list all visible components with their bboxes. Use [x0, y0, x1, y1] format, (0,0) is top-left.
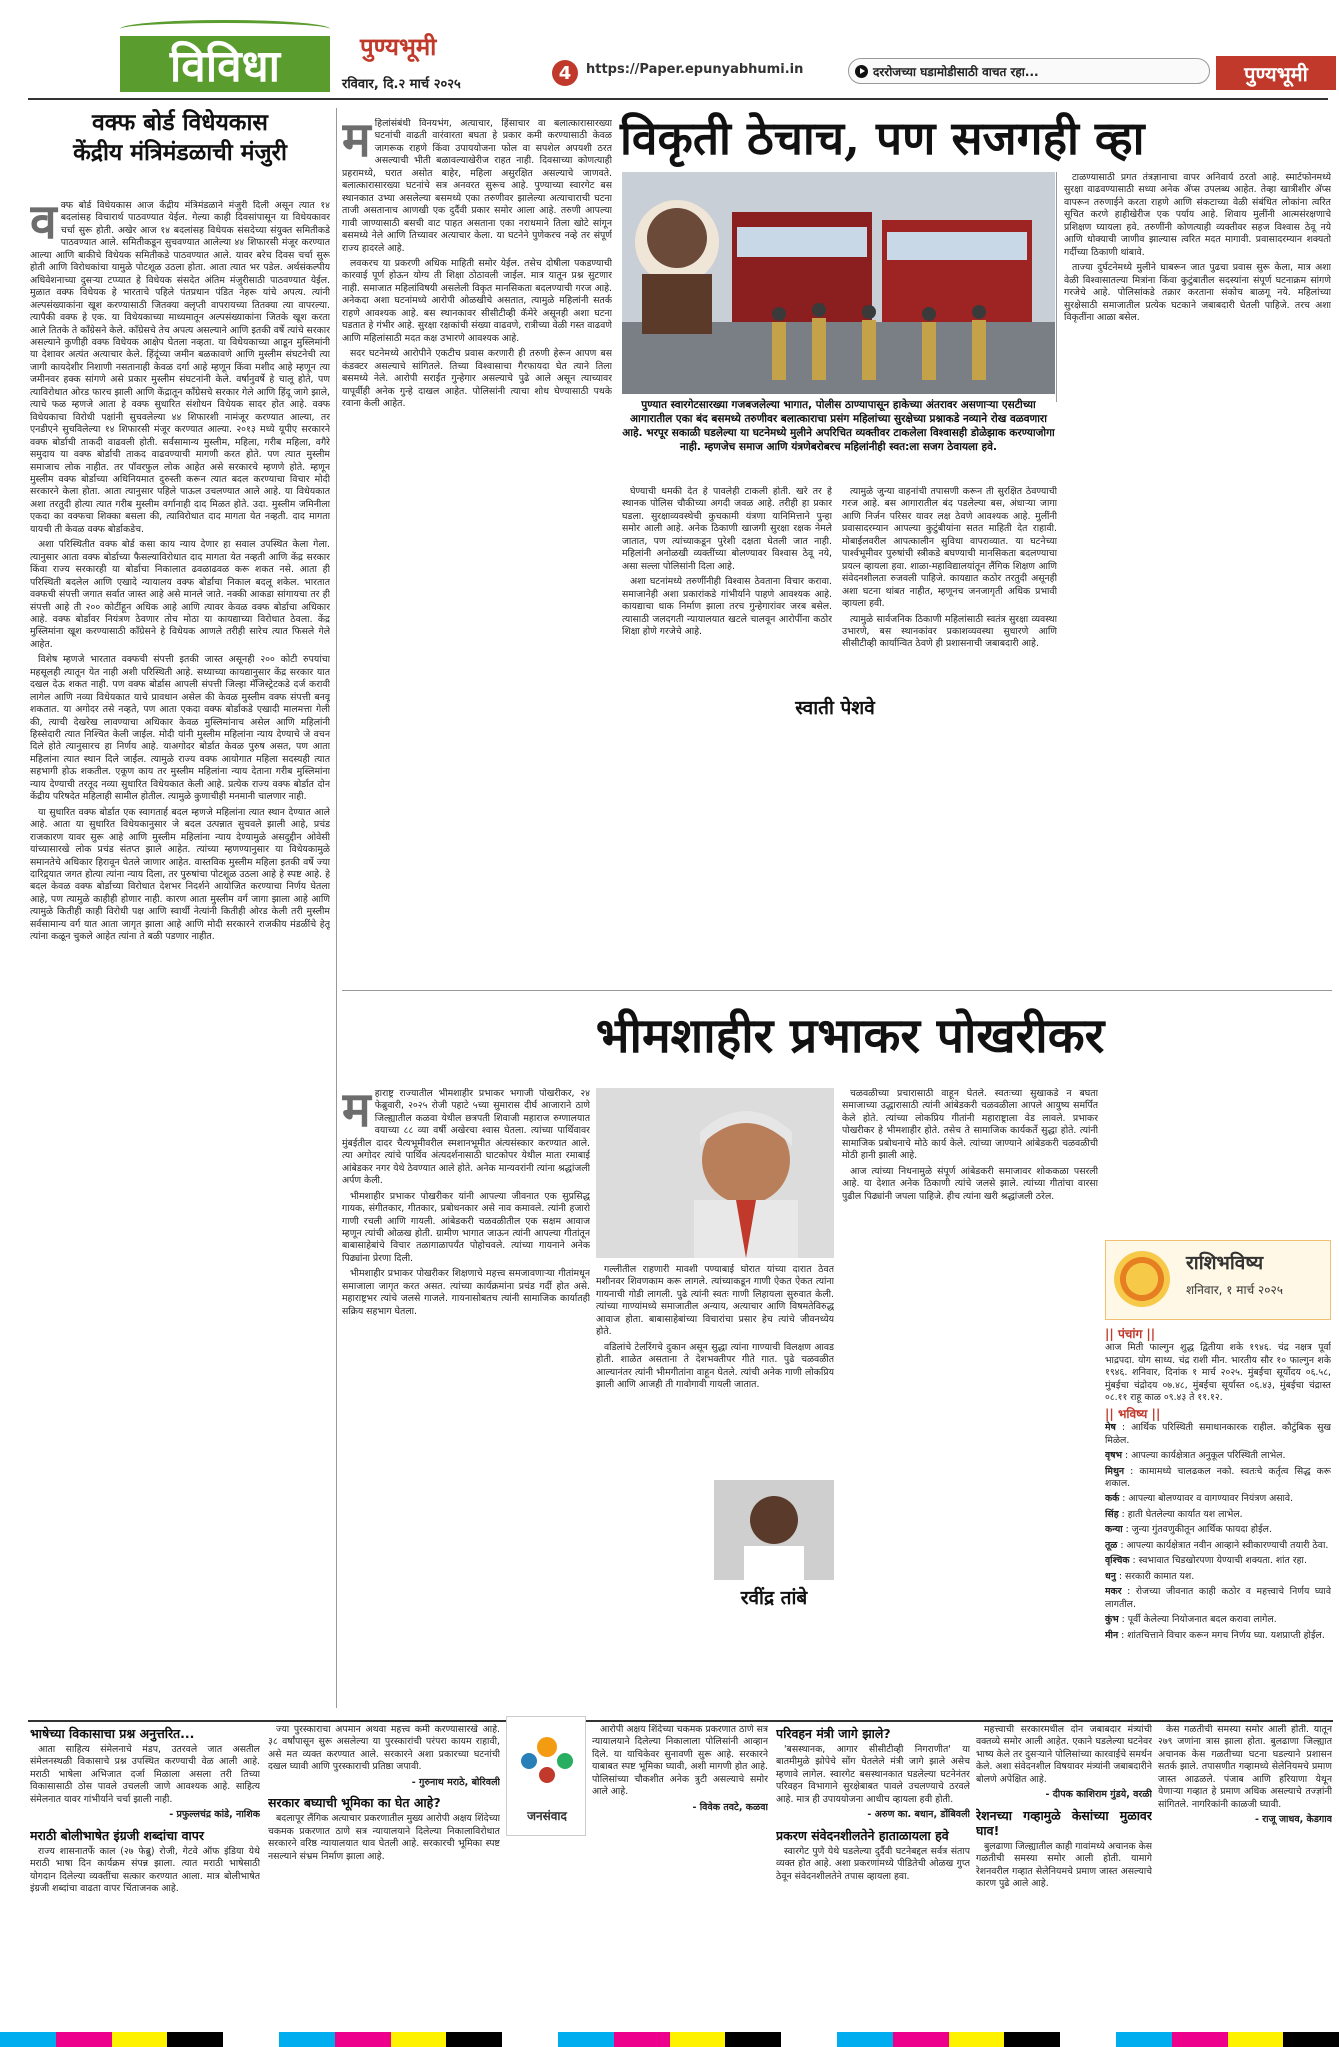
- rashi-body: [1105, 1326, 1331, 1716]
- rashi-sign: मकर: [1105, 1586, 1122, 1598]
- rashi-list: [1105, 1422, 1331, 1642]
- masthead: [0, 0, 1339, 98]
- bhim-byline: रवींद्र तांबे: [740, 1587, 808, 1609]
- rashi-item: मकर : रोजच्या जीवनात काही कठोर व महत्त्वाचे निर्णय घ्यावे लागतील.: [1105, 1586, 1331, 1610]
- rashi-title: राशिभविष्य: [1186, 1252, 1264, 1274]
- ticker-text: दररोजच्या घडामोडीसाठी वाचत रहा...: [873, 64, 1039, 79]
- brand-logo-right: पुण्यभूमी: [1216, 56, 1336, 90]
- bhim-col2: गल्लीतील राहणारी मावशी पण्याबाई घोरात यांच्या दारात ठेवत मशीनवर शिवणकाम करू लागले. त्यांच्याकडून गाणी ऐकत ऐकत त्यांना गायनाची गोडी लागली. पुढे त्यांनी स्वतः गाणी लिहायला सुरुवात केली. त्यांच्या गाण्यांमध्ये समाजातील अन्याय, अत्याचार आणि विषमतेविरुद्ध आवाज होता. बाबासाहेबांच्या विचारांचा प्रसार हेच त्यांचे जीवनध्येय होते. वडिलांचे टेलरिंगचे दुकान असून सुद्धा त्यांना गाण्याची विलक्षण आवड होती. शाळेत असताना ते देशभक्तीपर गीते गात. पुढे चळवळीत आल्यानंतर त्यांनी भीमगीतांना वाहून घेतले. त्यांची अनेक गाणी लोकप्रिय झाली आणि आजही ती गावोगावी गायली जातात.: [596, 1264, 834, 1391]
- author-photo: [714, 1480, 834, 1580]
- portrait-illustration: [596, 1088, 834, 1258]
- news-photo: [622, 172, 1055, 394]
- letters-col3: आरोपी अक्षय शिंदेच्या चकमक प्रकरणात ठाणे सत्र न्यायालयाने दिलेल्या निकालाला पोलिसांनी आव्हान दिले. या याचिकेवर सुनावणी सुरू आहे. सरकारने याबाबत स्पष्ट भूमिका घ्यावी, अशी मागणी होत आहे. पोलिसांच्या चौकशीत अनेक त्रुटी असल्याचे समोर आले आहे. - विवेक तवटे, कळवा: [592, 1724, 768, 1813]
- site-url[interactable]: https://Paper.epunyabhumi.in: [586, 62, 804, 77]
- vikruti-col4: टाळण्यासाठी प्रगत तंत्रज्ञानाचा वापर अनिवार्य ठरतो आहे. स्मार्टफोनमध्ये सुरक्षा वाढवण्यासाठी सध्या अनेक ॲप्स उपलब्ध आहेत. तेव्हा खात्रीशीर ॲप्स वापरून तरुणाईने करता राहणे आणि संकटाच्या वेळी संबंधित लोकांना त्वरित सूचित करणे हाहीखेरीज एक पर्याय आहे. शिवाय मुलींनी आत्मसंरक्षणाचे प्रशिक्षण घ्यायला हवे. तरुणींनी कोणत्याही व्यक्तीवर सहज विश्वास ठेवू नये आणि धोक्याची जाणीव झाल्यास त्वरित मदत मागावी. प्रवासादरम्यान शक्यतो गर्दीच्या ठिकाणी थांबावे. ताज्या दुर्घटनेमध्ये मुलीने घाबरून जात पुढचा प्रवास सुरू केला, मात्र अशा वेळी विश्वासातल्या मित्रांना किंवा कुटुंबातील सदस्यांना संपूर्ण घटनाक्रम सांगणे गरजेचे आहे. पोलिसांकडे तक्रार करताना संकोच बाळगू नये. महिलांच्या सुरक्षेसाठी समाजातील प्रत्येक घटकाने जबाबदारी घेतली पाहिजे. तरच अशा विकृतींना आळा बसेल.: [1064, 172, 1331, 323]
- rashi-sign: वृषभ: [1105, 1450, 1123, 1462]
- rashi-item: धनु : सरकारी कामात यश.: [1105, 1570, 1195, 1582]
- rashi-text: स्वभावात चिडखोरपणा येण्याची शक्यता. शांत रहा.: [1138, 1555, 1307, 1567]
- rashi-sign: वृश्चिक: [1105, 1555, 1130, 1567]
- rashi-item: सिंह : हाती घेतलेल्या कार्यात यश लाभेल.: [1105, 1508, 1243, 1520]
- photo-illustration: [622, 172, 1055, 394]
- vikruti-col2: घेण्याची धमकी देत हे पावलेही टाकली होती. खरे तर हे स्थानक पोलिस चौकीच्या अगदी जवळ आहे. तरीही हा प्रकार घडला. सुरक्षाव्यवस्थेची कुचकामी यंत्रणा यानिमित्ताने पुन्हा समोर आली आहे. अनेक ठिकाणी खाजगी सुरक्षा रक्षक नेमले जातात, पण त्यांच्याकडून पुरेशी दक्षता घेतली जात नाही. महिलांनी अनोळखी व्यक्तींच्या बोलण्यावर विश्वास ठेवू नये, असा सल्ला पोलिसांनी दिला आहे. अशा घटनांमध्ये तरुणींनीही विश्वास ठेवताना विचार करावा. समाजानेही अशा प्रकारांकडे गांभीर्याने पाहणे आवश्यक आहे. कायद्याचा धाक निर्माण झाला तरच गुन्हेगारांवर जरब बसेल. त्यासाठी जलदगती न्यायालयात खटले चालवून आरोपींना कठोर शिक्षा होणे गरजेचे आहे.: [622, 486, 832, 637]
- rashi-item: मीन : शांतचित्ताने विचार करून मगच निर्णय घ्या. यशप्राप्ती होईल.: [1105, 1629, 1325, 1641]
- author-illustration: [714, 1480, 834, 1580]
- rashi-item: कुंभ : पूर्वी केलेल्या नियोजनात बदल करावा लागेल.: [1105, 1614, 1277, 1626]
- letters-col5: महत्त्वाची सरकारमधील दोन जबाबदार मंत्र्यांची वक्तव्ये समोर आली आहेत. एकाने घडलेल्या घटनेवर भाष्य केले तर दुसऱ्याने पोलिसांच्या कारवाईचे समर्थन केले. अशा संवेदनशील विषयावर मंत्र्यांनी जबाबदारीने बोलणे अपेक्षित आहे. - दीपक काशिराम गुंडये, वरळी रेशनच्या गव्हामुळे केसांच्या मुळावर घाव! बुलढाणा जिल्ह्यातील काही गावांमध्ये अचानक केस गळतीची समस्या समोर आली होती. यामागे रेशनवरील गव्हात सेलेनियमचे प्रमाण जास्त असल्याचे कारण पुढे आले आहे.: [976, 1724, 1152, 1890]
- letters-col2: ज्या पुरस्काराचा अपमान अथवा महत्त्व कमी करण्यासारखे आहे. ३८ वर्षांपासून सुरू असलेल्या या पुरस्कारांची परंपरा कायम राहावी, असे मत व्यक्त करण्यात आले. सरकारने अशा प्रकारच्या घटनांची दखल घ्यावी आणि पुरस्काराची प्रतिष्ठा जपावी. - गुरुनाथ मराठे, बोरिवली सरकार बघ्याची भूमिका का घेत आहे? बदलापूर लैंगिक अत्याचार प्रकरणातील मुख्य आरोपी अक्षय शिंदेच्या चकमक प्रकरणात ठाणे सत्र न्यायालयाने दिलेल्या निकालाविरोधात सरकारने वरिष्ठ न्यायालयात धाव घेतली आहे. सरकारची भूमिका स्पष्ट नसल्याने संभ्रम निर्माण झाला आहे.: [268, 1724, 500, 1862]
- sun-icon: [1114, 1251, 1170, 1307]
- panchang-text: आज मिती फाल्गुन शुद्ध द्वितीया शके १९४६. चंद्र नक्षत्र पूर्वा भाद्रपदा. योग साध्य. चंद्र राशी मीन. भारतीय सौर १० फाल्गुन शके १९४६. शनिवार, दिनांक १ मार्च २०२५. मुंबईचा सूर्योदय ०६.५८, मुंबईचा चंद्रोदय ०७.४८, मुंबईचा सूर्यास्त ०६.४३, मुंबईचा चंद्रास्त ०८.११ राहू काळ ०९.४३ ते ११.१२.: [1105, 1342, 1331, 1404]
- rashi-item: वृश्चिक : स्वभावात चिडखोरपणा येण्याची शक्यता. शांत रहा.: [1105, 1555, 1307, 1567]
- rashi-header: [1105, 1240, 1331, 1320]
- vikruti-col3: त्यामुळे जुन्या वाहनांची तपासणी करून ती सुरक्षित ठेवण्याची गरज आहे. बस आगारातील बंद पडलेल्या बस, अंधाऱ्या जागा आणि निर्जन परिसर यावर लक्ष ठेवणे आवश्यक आहे. मुलींनी प्रवासादरम्यान आपल्या कुटुंबीयांना सतत माहिती देत राहावी. मोबाईलवरील आपत्कालीन सुविधा वापराव्यात. या घटनेच्या पार्श्वभूमीवर पुरुषांची स्त्रीकडे बघण्याची मानसिकता बदलण्याचा प्रयत्न व्हायला हवा. शाळा-महाविद्यालयांतून लैंगिक शिक्षण आणि संवेदनशीलता रुजवली पाहिजे. कायद्यात कठोर तरतुदी असूनही अशा घटना थांबत नाहीत, म्हणूनच जनजागृती अधिक प्रभावी व्हायला हवी. त्यामुळे सार्वजनिक ठिकाणी महिलांसाठी स्वतंत्र सुरक्षा व्यवस्था उभारणे, बस स्थानकांवर प्रकाशव्यवस्था सुधारणे आणि सीसीटीव्ही कार्यान्वित ठेवणे ही प्रशासनाची जबाबदारी आहे.: [842, 486, 1057, 650]
- rashi-item: कन्या : जुन्या गुंतवणुकीतून आर्थिक फायदा होईल.: [1105, 1524, 1272, 1536]
- letters-col6: केस गळतीची समस्या समोर आली होती. यातून २७९ जणांना त्रास झाला होता. बुलढाणा जिल्ह्यात अचानक केस गळतीच्या घटना घडल्याने प्रशासन सतर्क झाले. तपासणीत गव्हामध्ये सेलेनियमचे प्रमाण जास्त आढळले. पंजाब आणि हरियाणा येथून येणाऱ्या गव्हात हे प्रमाण अधिक असल्याचे तज्ज्ञांनी सांगितले. नागरिकांनी काळजी घ्यावी. - राजू जाधव, केडगाव: [1158, 1724, 1332, 1826]
- section-rule: [28, 1720, 1333, 1722]
- rashi-sign: तूळ: [1105, 1539, 1118, 1551]
- rashi-item: तूळ : आपल्या कार्यक्षेत्रात नवीन आव्हाने स्वीकारण्याची तयारी ठेवा.: [1105, 1539, 1329, 1551]
- rashi-text: जुन्या गुंतवणुकीतून आर्थिक फायदा होईल.: [1131, 1524, 1272, 1536]
- color-registration-strip: [0, 2032, 1339, 2047]
- rashi-text: आपल्या बोलण्यावर व वागण्यावर नियंत्रण असावे.: [1128, 1493, 1294, 1505]
- rashi-sign: कर्क: [1105, 1493, 1120, 1505]
- ticker-bar[interactable]: [848, 58, 1210, 84]
- rashi-sign: कन्या: [1105, 1524, 1123, 1536]
- rashi-item: कर्क : आपल्या बोलण्यावर व वागण्यावर नियंत्रण असावे.: [1105, 1493, 1294, 1505]
- waqf-drop-cap: व: [30, 200, 57, 250]
- bhim-col1: महाराष्ट्र राज्यातील भीमशाहीर प्रभाकर भगाजी पोखरीकर, २४ फेब्रुवारी, २०२५ रोजी पहाटे ५च्या सुमारास दीर्घ आजाराने ठाणे जिल्ह्यातील कळवा येथील छत्रपती शिवाजी महाराज रुग्णालयात वयाच्या ८८ व्या वर्षी अखेरचा श्वास घेतला. त्यांच्या पार्थिवावर मुंबईतील दादर चैत्यभूमीवरील स्मशानभूमीत अंत्यसंस्कार करण्यात आले. त्या अगोदर त्यांचे पार्थिव अंत्यदर्शनासाठी घाटकोपर येथील माता रमाबाई आंबेडकर नगर येथे ठेवण्यात आले होते. अनेक मान्यवरांनी त्यांना श्रद्धांजली अर्पण केली. भीमशाहीर प्रभाकर पोखरीकर यांनी आपल्या जीवनात एक सुप्रसिद्ध गायक, संगीतकार, गीतकार, प्रबोधनकार असे नाव कमावले. त्यांनी हजारो गाणी रचली आणि गायली. आंबेडकरी चळवळीतील एक सक्षम आवाज म्हणून त्यांची ओळख होती. ग्रामीण भागात जाऊन त्यांनी आपल्या गीतांतून बाबासाहेबांचे विचार तळागाळापर्यंत पोहोचवले. त्यांच्या गायनाने अनेक पिढ्यांना प्रेरणा दिली. भीमशाहीर प्रभाकर पोखरीकर शिक्षणाचे महत्त्व समजावणाऱ्या गीतांमधून समाजाला जागृत करत असत. त्यांच्या कार्यक्रमांना प्रचंड गर्दी होत असे. महाराष्ट्रभर त्यांचे जलसे गाजले. गायनासोबतच त्यांनी सामाजिक कार्यातही सक्रिय सहभाग घेतला.: [342, 1088, 590, 1317]
- jansanvad-logo: [506, 1716, 586, 1836]
- section-rule: [342, 990, 1332, 991]
- rashi-item: मिथुन : कामामध्ये चालढकल नको. स्वतःचे कर्तृत्व सिद्ध करू शकाल.: [1105, 1465, 1331, 1489]
- photo-caption: पुण्यात स्वारगेटसारख्या गजबजलेल्या भागात, पोलीस ठाण्यापासून हाकेच्या अंतरावर असणाऱ्या एसटीच्या आगारातील एका बंद बसमध्ये तरुणीवर बलात्काराचा प्रसंग महिलांच्या सुरक्षेच्या प्रश्नाकडे नव्याने रोख वळवणारा आहे. भरपूर सकाळी घडलेल्या या घटनेमध्ये मुलीने अपरिचित व्यक्तीवर टाकलेला विश्वासही डोळेझाक करण्याजोगा नाही. म्हणजेच समाज आणि यंत्रणेबरोबरच महिलांनीही स्वत:ला सजग ठेवायला हवे.: [622, 399, 1055, 453]
- rashi-text: आपल्या कार्यक्षेत्रात नवीन आव्हाने स्वीकारण्याची तयारी ठेवा.: [1126, 1539, 1329, 1551]
- letters-col1: भाषेच्या विकासाचा प्रश्न अनुत्तरित... आता साहित्य संमेलनाचे मंडप, उतरवले जात असतील संमेलनस्थळी विकासाचे प्रश्न उपस्थित करण्याची वेळ आली आहे. मराठी भाषेला अभिजात दर्जा मिळाला असला तरी तिच्या विकासासाठी ठोस पावले उचलली जाणे आवश्यक आहे. साहित्य संमेलनात यावर गांभीर्याने चर्चा झाली नाही. - प्रफुल्लचंद्र कांडे, नाशिक मराठी बोलीभाषेत इंग्रजी शब्दांचा वापर राज्य शासनातर्फे काल (२७ फेब्रु) रोजी, गेटवे ऑफ इंडिया येथे मराठी भाषा दिन कार्यक्रम संपन्न झाला. त्यात मराठी भाषेसाठी योगदान दिलेल्या व्यक्तींचा सत्कार करण्यात आला. मात्र बोलीभाषेत इंग्रजी शब्दांचा वाढता वापर चिंताजनक आहे.: [30, 1726, 260, 1895]
- rashi-item: वृषभ : आपल्या कार्यक्षेत्रात अनुकूल परिस्थिती लाभेल.: [1105, 1450, 1286, 1462]
- rashi-date: शनिवार, १ मार्च २०२५: [1186, 1283, 1283, 1297]
- rashi-item: मेष : आर्थिक परिस्थिती समाधानकारक राहील. कौटुंबिक सुख मिळेल.: [1105, 1422, 1331, 1446]
- rashi-text: रोजच्या जीवनात काही कठोर व महत्त्वाचे निर्णय घ्यावे लागतील.: [1105, 1586, 1331, 1610]
- rashi-text: शांतचित्ताने विचार करून मगच निर्णय घ्या. यशप्राप्ती होईल.: [1127, 1629, 1325, 1641]
- column-rule: [1056, 172, 1057, 402]
- rashi-sign: सिंह: [1105, 1508, 1119, 1520]
- rashi-text: सरकारी कामात यश.: [1124, 1570, 1195, 1582]
- vikruti-headline: विकृती ठेचाच, पण सजगही व्हा: [620, 111, 1145, 165]
- vikruti-drop-cap: म: [342, 118, 371, 168]
- waqf-headline: [30, 108, 330, 204]
- panchang-heading: || पंचांग ||: [1105, 1327, 1156, 1341]
- rashi-text: आपल्या कार्यक्षेत्रात अनुकूल परिस्थिती लाभेल.: [1131, 1450, 1286, 1462]
- rashi-sign: मिथुन: [1105, 1465, 1125, 1477]
- bhavishya-heading: || भविष्य ||: [1105, 1406, 1161, 1421]
- rashi-sign: कुंभ: [1105, 1614, 1119, 1626]
- header-rule: [28, 98, 1328, 100]
- column-rule: [336, 108, 337, 1708]
- brand-logo: पुण्यभूमी: [360, 32, 437, 61]
- jansanvad-text: जनसंवाद: [527, 1809, 567, 1823]
- vikruti-col1: महिलांसंबंधी विनयभंग, अत्याचार, हिंसाचार वा बलात्कारासारख्या घटनांची वाढती वारंवारता बघता हे प्रकार कमी करण्यासाठी केवळ जागरूक राहणे किंवा उपाययोजना फोल वा सपशेल अपयशी ठरत असल्याची भीती बळावल्याखेरीज राहत नाही. दिवसाच्या कोणत्याही प्रहरामध्ये, घरात असोत बाहेर, महिला असुरक्षित असल्याचे जाणवते. बलात्कारासारख्या घटनांचे सत्र अनवरत सुरूच आहे. पुण्याच्या स्वारगेट बस स्थानकात उभ्या असलेल्या बसमध्ये एका तरुणीवर झालेल्या अत्याचाराची घटना ताजी असतानाच आणखी एक दुर्दैवी प्रकार समोर आला आहे. तरुणी आपल्या गावी जाण्यासाठी बसची वाट पाहत असताना एका नराधमाने तिला खोटे सांगून बसमध्ये नेले आणि तिच्यावर अत्याचार केला. या घटनेने पुणेकरच नव्हे तर संपूर्ण राज्य हादरले आहे. लवकरच या प्रकरणी अधिक माहिती समोर येईल. तसेच दोषीला पकडण्याची कारवाई पूर्ण होऊन योग्य ती शिक्षा ठोठावली जाईल. मात्र यातून प्रश्न सुटणार नाही. समाजात महिलांविषयी असलेली विकृत मानसिकता बदलण्याची गरज आहे. अनेकदा अशा घटनांमध्ये आरोपी ओळखीचे असतात, त्यामुळे महिलांनी सतर्क राहणे आवश्यक आहे. बस स्थानकावर सीसीटीव्ही कॅमेरे असूनही अशा घटना घडतात हे गंभीर आहे. सुरक्षा रक्षकांची संख्या वाढवणे, रात्रीच्या वेळी गस्त वाढवणे आणि महिलांसाठी मदत कक्ष उभारणे आवश्यक आहे. सदर घटनेमध्ये आरोपीने एकटीच प्रवास करणारी ही तरुणी हेरून आपण बस कंडक्टर असल्याचे सांगितले. तिच्या विश्वासाचा गैरफायदा घेत त्याने तिला बसमध्ये नेले. आरोपी सराईत गुन्हेगार असल्याचे पुढे आले असून त्याच्यावर यापूर्वीही अनेक गुन्हे दाखल आहेत. पोलिसांनी त्याचा शोध घेण्यासाठी पथके रवाना केली आहेत.: [342, 118, 612, 409]
- bhim-drop-cap: म: [342, 1088, 371, 1138]
- waqf-body: वक्फ बोर्ड विधेयकास आज केंद्रीय मंत्रिमंडळाने मंजुरी दिली असून त्यात १४ बदलांसह विचारार्थ पाठवण्यात येईल. गेल्या काही दिवसांपासून या विधेयकावर चर्चा सुरू होती. अखेर आज १४ बदलांसह विधेयक संसदेच्या संयुक्त समितीकडे पाठवण्यात आले. समितीकडून सुचवण्यात आलेल्या ४४ शिफारसी मंजूर करण्यात आल्या आणि बाकीचे विधेयक समितीकडे पाठवण्यात आले. यावर बरेच दिवस चर्चा सुरू होती आणि विरोधकांचा यामुळे पोटशूळ उठला होता. आता त्यात भर पडेल. अर्थसंकल्पीय अधिवेशनाच्या दुसऱ्या टप्प्यात हे विधेयक संसदेत अंतिम मंजुरीसाठी पाठवण्यात येईल. मुळात वक्फ विधेयक हे भारताचे पहिले पंतप्रधान पंडित नेहरू यांचे अपत्य. त्यांनी अल्पसंख्याकांना खूश करण्यासाठी जितक्या क्लृप्ती वापरायच्या तितक्या त्या वापरल्या. त्यापैकी वक्फ हे एक. या विधेयकाच्या माध्यमातून अल्पसंख्याकांना जितके खूश करता आले तितके ते काँग्रेसने केले. काँग्रेसचे तेच अपत्य असल्याने आणि इतकी वर्षे त्यांचे सरकार असल्याने कुणीही वक्फ विधेयक आक्षेप घेतला नव्हता. या विधेयकाच्या आडून मुस्लिमांनी या देशावर अत्यंत अत्याचार केले. हिंदूंच्या जमीन बळकावणे आणि मुस्लीम संघटनेची त्या जागी कायदेशीर निशाणी नसतानाही केवळ दर्गा आहे म्हणून किंवा मशीद आहे म्हणून त्या जमीनवर हक्क सांगणे असे प्रकार मुस्लीम संघटनांनी केले. वर्षानुवर्षे हे चालू होते, पण त्याविरोधात ओरड फारच झाली आणि केंद्रातून काँग्रेसचे सरकार गेले आणि हिंदू जागे झाले, त्याचे फळ म्हणजे आता हे वक्फ सुधारित संशोधन विधेयक सादर होत आहे. वक्फ विधेयकाचा विरोधी पक्षांनी सुचवलेल्या ४४ शिफारशी नामंजूर करण्यात आल्या, तर एनडीएने सुचविलेल्या १४ शिफारसी मंजूर करण्यात आल्या. २०१३ मध्ये यूपीए सरकारने वक्फ बोर्डाची ताकदी वाढवली होती. सर्वसामान्य मुस्लीम, महिला, गरीब महिला, वगैरे समुदाय या वक्फ बोर्डाची ताकद वाढवण्याची मागणी करत होते. पण त्यात मुस्लीम समाजाच लोक नाहीत. तर पॉवरफुल लोक आहेत असे सरकारचे म्हणणे होते. म्हणून मुस्लीम वक्फ बोर्डाच्या अधिनियमात दुरुस्ती करून त्यात बदल करण्याचा विचार मोदी सरकारने केला होता. आता त्यानुसार पहिले पाऊल उचलण्यात आले आहे. या विधेयकात अशा तरतुदी होत्या त्यात गरीब मुस्लीम वर्गानाही दाद मिळत होते. उदा. मुस्लीम जमिनीला एकदा का वक्फचा शिक्का बसला की, त्याविरोधात दाद मागता येत नव्हती. दाद मागता यायची ती केवळ वक्फ बोर्डाकडेच. अशा परिस्थितीत वक्फ बोर्ड कसा काय न्याय देणार हा सवाल उपस्थित केला गेला. त्यानुसार आता वक्फ बोर्डाच्या फैसल्याविरोधात दाद मागता येत नव्हती आणि केंद्र सरकार किंवा राज्य सरकारही या बोर्डाचा निकालात ढवळाढवळ करू शकत नसे. आता ही परिस्थिती बदलेल आणि एखादे न्यायालय वक्फ बोर्डाचा निकाल बदलू शकेल. भारतात वक्फची संपत्ती जगात सर्वात जास्त आहे असे मानले जाते. नक्की आकडा सांगायचा तर ही संपत्ती आहे ती २०० कोटींहून अधिक आहे आणि त्यावर केवळ वक्फ बोर्डाचा अधिकार आहे. वक्फ बोर्डावर नियंत्रण ठेवणार तोच मोठा या कायद्याच्या विरोधात ठेवला. केंद्र मुस्लिमांना खूश करण्यासाठी काँग्रेसने हे विधेयक आणले तरीही सारेच त्यात फिसले गेले आहेत. विशेष म्हणजे भारतात वक्फची संपत्ती इतकी जास्त असूनही २०० कोटी रुपयांचा महसूलही त्यातून येत नाही अशी परिस्थिती आहे. सध्याच्या कायद्यानुसार केंद्र सरकार यात दखल देऊ शकत नाही. पण वक्फ बोर्डास आपली संपत्ती जिल्हा मॅजिस्ट्रेटकडे दर्ज करावी लागेल आणि नव्या विधेयकात याचे प्रावधान असेल की केवळ मुस्लीम वक्फ संपत्ती बनवू शकतात. या अगोदर तसे नव्हते, पण आता एकदा वक्फ बोर्डाकडे एखादी मालमत्ता गेली की, त्याची देखरेख लावण्याचा अधिकार केवळ मुस्लिमांनाच असेल आणि महिलांनी हिस्सेदारी त्यात निश्चित केली जाईल. मोदी यांनी मुस्लीम महिलांना न्याय देण्याचे जे वचन दिले होते त्यानुसारच हा निर्णय आहे. याअगोदर बोर्डात केवळ पुरुष असत, पण आता महिलांना त्यात स्थान दिले जाईल. त्यामुळे राज्य वक्फ आयोगात महिला सदस्यही त्यात सहभागी होऊ शकतील. एकूण काय तर मुस्लीम महिलांना न्याय देताना गरीब मुस्लिमांना न्याय देण्याची तरतूद नव्या सुधारित विधेयकात केली आहे. प्रत्येक राज्य वक्फ बोर्डात दोन केंद्रीय परिषदेत महिलाही सामील होतील. त्यामुळे कुणाचीही मनमानी चालणार नाही. या सुधारित वक्फ बोर्डात एक स्वागतार्ह बदल म्हणजे महिलांना त्यात स्थान देण्यात आले आहे. आता या सुधारित विधेयकानुसार जे बदल उत्पन्नात सुचवले झाली आहे, प्रचंड राजकारण यावर सुरू आहे आणि मुस्लीम महिलांना न्याय देण्यामुळे असदुद्दीन ओवेसी यांच्यासारखे लोक प्रचंड संतप्त झाले आहेत. त्यांच्या म्हणण्यानुसार या विधेयकामुळे समानतेचे अधिकार हिरावून घेतले जाणार आहेत. वास्तविक मुस्लीम महिला इतकी वर्षे ज्या दारिद्र्यात जगत होत्या त्यांना न्याय दिला, तर पुरुषांचा पोटशूळ उठला आहे हे स्पष्ट आहे. हे बदल केवळ वक्फ बोर्डाच्या विरोधात देशभर निदर्शने आयोजित करण्याचा निर्णय घेतला आहे, पण त्यामुळे काहीही होणार नाही. कारण आता मुस्लीम वर्ग जागा झाला आहे आणि त्यामुळे कितीही काही विरोधी पक्ष आणि स्वार्थी नेत्यांनी कितीही ओरड केली तरी मुस्लीम सर्वसामान्य वर्ग यात आता जागृत झाला आहे आणि मोदी सरकारने राजकीय मंडळींचे हेतू त्यांना कळून चुकले आहेत त्यांना ते बळी पडणार नाहीत.: [30, 200, 330, 943]
- page-number: 4: [552, 60, 578, 86]
- rashi-text: हाती घेतलेल्या कार्यात यश लाभेल.: [1127, 1508, 1243, 1520]
- rashi-sign: धनु: [1105, 1570, 1116, 1582]
- waqf-title-line2: केंद्रीय मंत्रिमंडळाची मंजुरी: [73, 139, 287, 166]
- rashi-text: आर्थिक परिस्थिती समाधानकारक राहील. कौटुंबिक सुख मिळेल.: [1105, 1422, 1331, 1446]
- waqf-title-line1: वक्फ बोर्ड विधेयकास: [92, 109, 268, 136]
- rashi-sign: मेष: [1105, 1422, 1116, 1434]
- rashi-text: पूर्वी केलेल्या नियोजनात बदल करावा लागेल.: [1127, 1614, 1277, 1626]
- dateline: रविवार, दि.२ मार्च २०२५: [342, 77, 461, 92]
- portrait-photo: [596, 1088, 834, 1258]
- bhim-headline: भीमशाहीर प्रभाकर पोखरीकर: [595, 1008, 1105, 1064]
- bhim-col3: चळवळीच्या प्रचारासाठी वाहून घेतले. स्वतःच्या सुखाकडे न बघता समाजाच्या उद्धारासाठी त्यांनी आंबेडकरी चळवळीला आपले आयुष्य समर्पित केले होते. त्यांच्या लोकप्रिय गीतांनी महाराष्ट्राला वेड लावले. प्रभाकर पोखरीकर हे भीमशाहीर होते. तसेच ते सामाजिक कार्यकर्ते सुद्धा होते. त्यांनी सामाजिक प्रबोधनाचे मोठे कार्य केले. त्यांच्या जाण्याने आंबेडकरी चळवळीची मोठी हानी झाली आहे. आज त्यांच्या निधनामुळे संपूर्ण आंबेडकरी समाजावर शोककळा पसरली आहे. या देशात अनेक ठिकाणी त्यांचे जलसे झाले. त्यांच्या गीतांचा वारसा पुढील पिढ्यांनी जपला पाहिजे. हीच त्यांना खरी श्रद्धांजली ठरेल.: [842, 1088, 1098, 1202]
- play-icon[interactable]: [855, 65, 868, 78]
- rashi-text: कामामध्ये चालढकल नको. स्वतःचे कर्तृत्व सिद्ध करू शकाल.: [1105, 1465, 1331, 1489]
- vikruti-byline: स्वाती पेशवे: [795, 697, 875, 719]
- letters-col4: परिवहन मंत्री जागे झाले? 'बसस्थानक, आगार सीसीटीव्ही निगराणीत' या बातमीमुळे झोपेचे सोंग घेतलेले मंत्री जागे झाले असेच म्हणावे लागेल. स्वारगेट बसस्थानकात घडलेल्या घटनेनंतर परिवहन विभागाने सुरक्षेबाबत पावले उचलण्याचे ठरवले आहे. मात्र ही उपाययोजना आधीच व्हायला हवी होती. - अरुण का. बधान, डोंबिवली प्रकरण संवेदनशीलतेने हाताळायला हवे स्वारगेट पुणे येथे घडलेल्या दुर्दैवी घटनेबद्दल सर्वत्र संताप व्यक्त होत आहे. अशा प्रकरणांमध्ये पीडितेची ओळख गुप्त ठेवून संवेदनशीलतेने तपास व्हायला हवा.: [776, 1726, 970, 1882]
- section-title: विविधा: [120, 36, 330, 92]
- rashi-sign: मीन: [1105, 1629, 1119, 1641]
